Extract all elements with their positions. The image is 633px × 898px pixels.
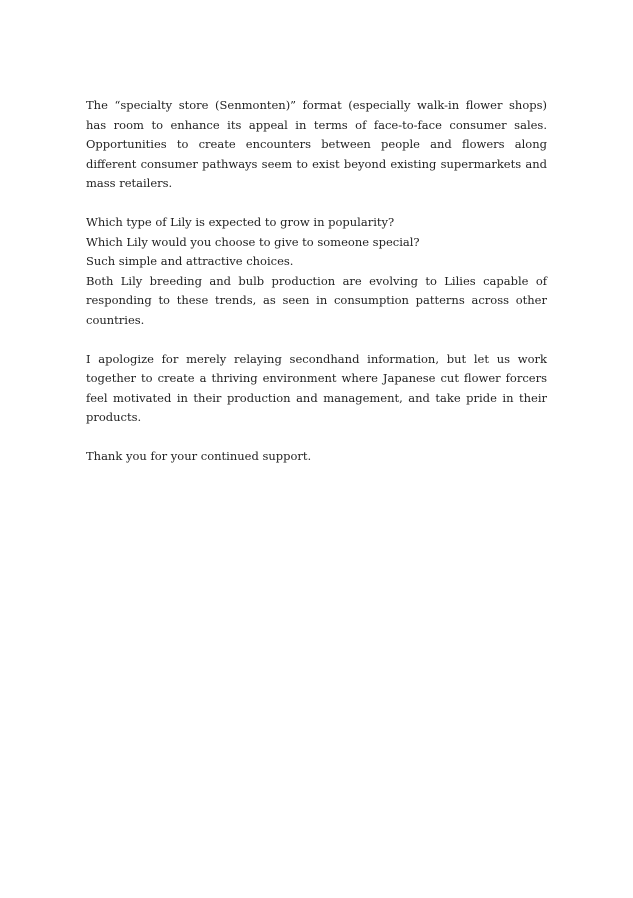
line-lily-special: Which Lily would you choose to give to someone special? [86, 234, 420, 249]
line-simple-choices: Such simple and attractive choices. [86, 254, 294, 268]
document-body [86, 96, 547, 486]
line-breeding-evolving: Both Lily breeding and bulb production are evolving to Lilies capable of responding to these trends, as seen in consumption patterns across other countries. [86, 273, 547, 327]
paragraph-lily-trends [86, 213, 547, 330]
paragraph-specialty-store: The “specialty store (Senmonten)” format (especially walk-in flower shops) has room to enhance its appeal in terms of face-to-face consumer sales. Opportunities to create encounters between people and flowers along different consumer pathways seem to exist beyond existing supermarkets and mass retailers. [86, 98, 547, 190]
paragraph-apology: I apologize for merely relaying secondhand information, but let us work together to create a thriving environment where Japanese cut flower forcers feel motivated in their production and management, and take pride in their products. [86, 351, 547, 424]
paragraph-thanks: Thank you for your continued support. [86, 449, 312, 463]
line-lily-popularity: Which type of Lily is expected to grow in popularity? [86, 215, 395, 229]
